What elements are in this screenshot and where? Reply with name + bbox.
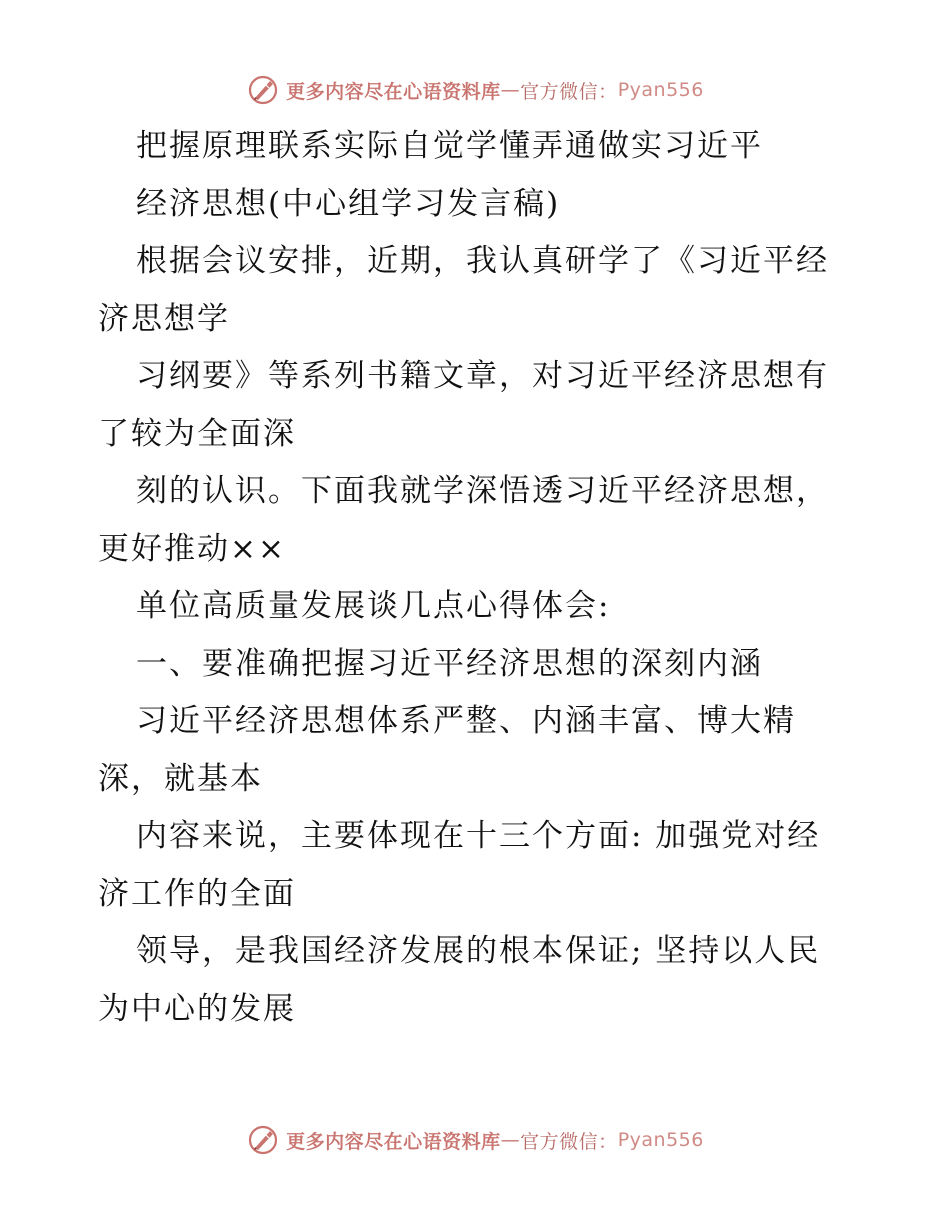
paragraph-line: 刻的认识。下面我就学深悟透习近平经济思想， — [136, 473, 829, 509]
paragraph-line: 根据会议安排，近期，我认真研学了《习近平经 — [136, 243, 829, 279]
footer-watermark — [0, 1120, 950, 1160]
header-watermark — [0, 70, 950, 110]
watermark-id: Pyan556 — [617, 79, 704, 101]
paragraph-line: 为中心的发展 — [98, 990, 296, 1027]
paragraph-line: 习纲要》等系列书籍文章，对习近平经济思想有 — [136, 358, 829, 394]
paragraph-line: 单位高质量发展谈几点心得体会: — [136, 588, 611, 624]
paragraph-line: 深，就基本 — [98, 760, 263, 797]
quill-pen-logo-icon — [246, 1123, 280, 1157]
watermark-id: Pyan556 — [617, 1129, 704, 1151]
watermark-text: 更多内容尽在心语资料库 — [286, 80, 501, 103]
watermark-label: 官方微信： — [520, 80, 618, 103]
paragraph-line: 领导，是我国经济发展的根本保证; 坚持以人民 — [136, 933, 821, 969]
paragraph-line: 济工作的全面 — [98, 875, 296, 912]
paragraph-line: 更好推动×× — [98, 530, 286, 567]
watermark-separator: — — [500, 79, 521, 101]
watermark-text: 更多内容尽在心语资料库 — [286, 1130, 501, 1153]
paragraph-line: 内容来说，主要体现在十三个方面: 加强党对经 — [136, 818, 821, 854]
paragraph-line: 了较为全面深 — [98, 415, 296, 452]
section-heading: 一、要准确把握习近平经济思想的深刻内涵 — [136, 645, 763, 682]
quill-pen-logo-icon — [246, 73, 280, 107]
title-line-2: 经济思想(中心组学习发言稿) — [136, 185, 561, 222]
paragraph-line: 习近平经济思想体系严整、内涵丰富、博大精 — [136, 703, 796, 739]
title-line-1: 把握原理联系实际自觉学懂弄通做实习近平 — [136, 128, 763, 164]
watermark-separator: — — [500, 1129, 521, 1151]
watermark-label: 官方微信： — [520, 1130, 618, 1153]
document-body — [98, 118, 858, 1038]
paragraph-line: 济思想学 — [98, 300, 230, 337]
